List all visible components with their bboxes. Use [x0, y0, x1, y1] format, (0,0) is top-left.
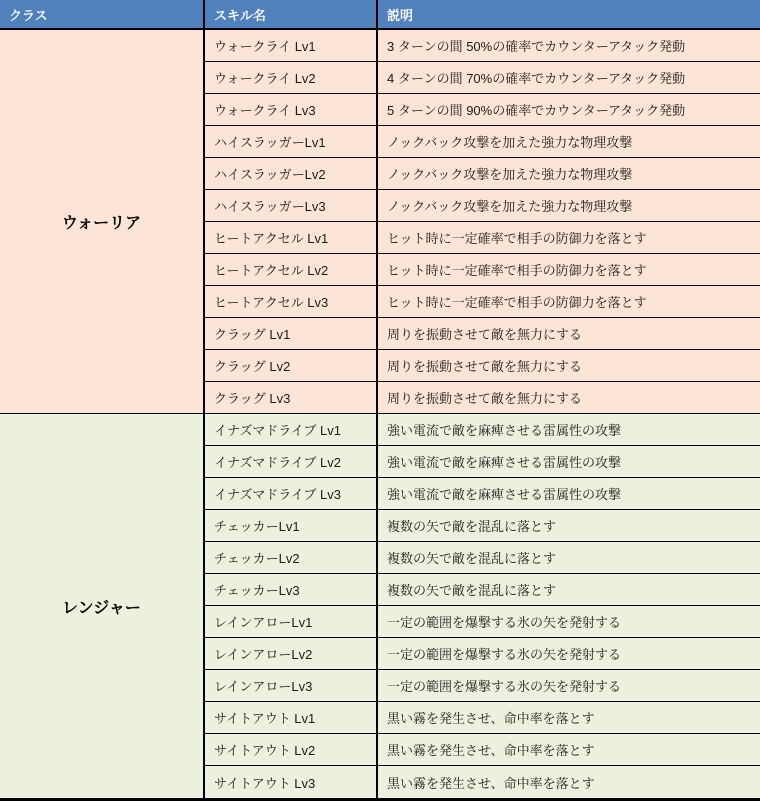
col-header-class: クラス — [0, 0, 204, 29]
skill-name-cell: サイトアウト Lv1 — [204, 702, 377, 734]
skill-description-cell: 強い電流で敵を麻痺させる雷属性の攻撃 — [377, 414, 760, 446]
skill-name-cell: ヒートアクセル Lv1 — [204, 222, 377, 254]
skill-name-cell: レインアローLv2 — [204, 638, 377, 670]
skill-description-cell: ヒット時に一定確率で相手の防御力を落とす — [377, 222, 760, 254]
skill-table-body — [0, 29, 760, 800]
table-row — [0, 414, 760, 446]
skill-name-cell: ヒートアクセル Lv2 — [204, 254, 377, 286]
skill-description-cell: 5 ターンの間 90%の確率でカウンターアタック発動 — [377, 94, 760, 126]
skill-description-cell: ヒット時に一定確率で相手の防御力を落とす — [377, 286, 760, 318]
skill-description-cell: 周りを振動させて敵を無力にする — [377, 350, 760, 382]
skill-table-header — [0, 0, 760, 29]
skill-description-cell: 複数の矢で敵を混乱に落とす — [377, 542, 760, 574]
skill-description-cell: 複数の矢で敵を混乱に落とす — [377, 510, 760, 542]
skill-name-cell: ヒートアクセル Lv3 — [204, 286, 377, 318]
skill-name-cell: クラッグ Lv1 — [204, 318, 377, 350]
skill-description-cell: 周りを振動させて敵を無力にする — [377, 382, 760, 414]
skill-name-cell: ハイスラッガーLv1 — [204, 126, 377, 158]
skill-name-cell: チェッカーLv2 — [204, 542, 377, 574]
skill-description-cell: ノックバック攻撃を加えた強力な物理攻撃 — [377, 190, 760, 222]
skill-name-cell: ウォークライ Lv2 — [204, 62, 377, 94]
col-header-skill-name: スキル名 — [204, 0, 377, 29]
class-name-cell: レンジャー — [0, 414, 204, 800]
skill-name-cell: チェッカーLv3 — [204, 574, 377, 606]
skill-description-cell: ノックバック攻撃を加えた強力な物理攻撃 — [377, 126, 760, 158]
skill-name-cell: イナズマドライブ Lv3 — [204, 478, 377, 510]
skill-name-cell: サイトアウト Lv3 — [204, 766, 377, 800]
skill-description-cell: ヒット時に一定確率で相手の防御力を落とす — [377, 254, 760, 286]
skill-description-cell: 黒い霧を発生させ、命中率を落とす — [377, 766, 760, 800]
class-name-cell: ウォーリア — [0, 29, 204, 414]
skill-name-cell: クラッグ Lv2 — [204, 350, 377, 382]
col-header-description: 説明 — [377, 0, 760, 29]
skill-name-cell: レインアローLv3 — [204, 670, 377, 702]
skill-description-cell: 複数の矢で敵を混乱に落とす — [377, 574, 760, 606]
skill-description-cell: 周りを振動させて敵を無力にする — [377, 318, 760, 350]
skill-name-cell: ハイスラッガーLv3 — [204, 190, 377, 222]
skill-name-cell: ウォークライ Lv1 — [204, 29, 377, 62]
skill-description-cell: 一定の範囲を爆撃する氷の矢を発射する — [377, 606, 760, 638]
table-row — [0, 29, 760, 62]
skill-description-cell: 黒い霧を発生させ、命中率を落とす — [377, 734, 760, 766]
skill-description-cell: 一定の範囲を爆撃する氷の矢を発射する — [377, 638, 760, 670]
skill-name-cell: ウォークライ Lv3 — [204, 94, 377, 126]
skill-description-cell: ノックバック攻撃を加えた強力な物理攻撃 — [377, 158, 760, 190]
skill-name-cell: チェッカーLv1 — [204, 510, 377, 542]
skill-name-cell: イナズマドライブ Lv1 — [204, 414, 377, 446]
skill-name-cell: ハイスラッガーLv2 — [204, 158, 377, 190]
skill-description-cell: 強い電流で敵を麻痺させる雷属性の攻撃 — [377, 478, 760, 510]
skill-description-cell: 3 ターンの間 50%の確率でカウンターアタック発動 — [377, 29, 760, 62]
skill-description-cell: 一定の範囲を爆撃する氷の矢を発射する — [377, 670, 760, 702]
skill-description-cell: 強い電流で敵を麻痺させる雷属性の攻撃 — [377, 446, 760, 478]
skill-name-cell: サイトアウト Lv2 — [204, 734, 377, 766]
skill-name-cell: イナズマドライブ Lv2 — [204, 446, 377, 478]
header-row — [0, 0, 760, 29]
skill-name-cell: レインアローLv1 — [204, 606, 377, 638]
skill-description-cell: 黒い霧を発生させ、命中率を落とす — [377, 702, 760, 734]
skill-description-cell: 4 ターンの間 70%の確率でカウンターアタック発動 — [377, 62, 760, 94]
skill-name-cell: クラッグ Lv3 — [204, 382, 377, 414]
